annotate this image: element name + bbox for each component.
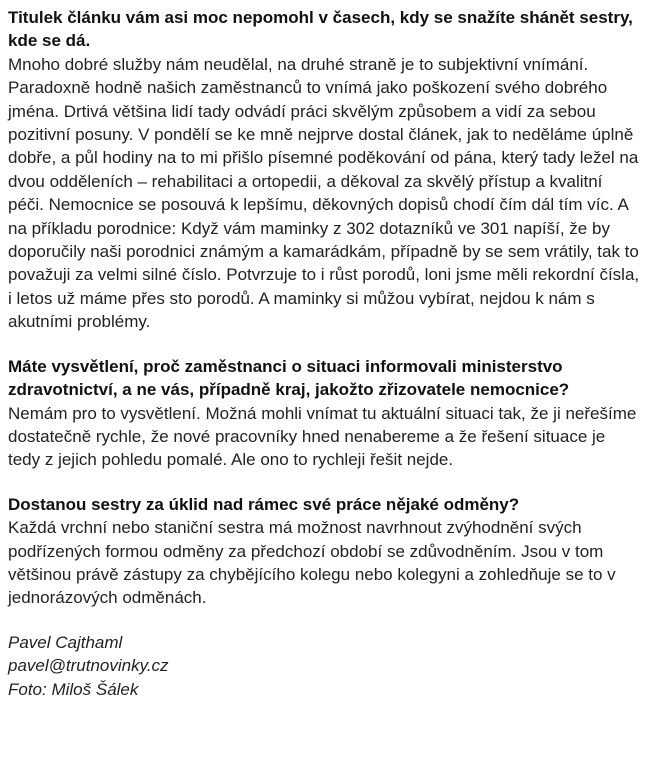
question-2: Máte vysvětlení, proč zaměstnanci o situaci informovali ministerstvo zdravotnictví, a ne vás, případně kraj, jakožto zřizovatele nemocnice?	[8, 356, 570, 400]
answer-2: Nemám pro to vysvětlení. Možná mohli vnímat tu aktuální situaci tak, že ji neřešíme dostatečně rychle, že nové pracovníky hned nenabereme a že řešení situace je tedy z jejich pohledu pomalé. Ale ono to rychleji řešit nejde.	[8, 403, 637, 470]
question-3: Dostanou sestry za úklid nad rámec své práce nějaké odměny?	[8, 494, 520, 514]
answer-3: Každá vrchní nebo staniční sestra má možnost navrhnout zvýhodnění svých podřízených formou odměny za předchozí období se zdůvodněním. Jsou v tom většinou právě zástupy za chybějícího kolegu nebo kolegyni a zohledňuje se to v jednorázových odměnách.	[8, 518, 616, 608]
qa-block-3	[8, 493, 640, 610]
qa-block-2	[8, 355, 640, 472]
author-email: pavel@trutnovinky.cz	[8, 656, 169, 676]
signature	[8, 631, 640, 701]
answer-1: Mnoho dobré služby nám neudělal, na druhé straně je to subjektivní vnímání. Paradoxně hodně našich zaměstnanců to vnímá jako poškození svého dobrého jména. Drtivá většina lidí tady odvádí práci skvělým způsobem a vidí za sebou pozitivní posuny. V pondělí se ke mně nejprve dostal článek, jak to neděláme úplně dobře, a půl hodiny na to mi přišlo písemné poděkování od pána, který tady ležel na dvou odděleních – rehabilitaci a ortopedii, a děkoval za skvělý přístup a kvalitní péči. Nemocnice se posouvá k lepšímu, děkovných dopisů chodí čím dál tím víc. A na příkladu porodnice: Když vám maminky z 302 dotazníků ve 301 napíší, že by doporučily naši porodnici známým a kamarádkám, případně by se sem vrátily, tak to považuji za velmi silné číslo. Potvrzuje to i růst porodů, loni jsme měli rekordní čísla, i letos už máme přes sto porodů. A maminky si můžou vybírat, nejdou k nám s akutními problémy.	[8, 54, 640, 332]
photo-credit: Foto: Miloš Šálek	[8, 679, 139, 699]
question-1: Titulek článku vám asi moc nepomohl v časech, kdy se snažíte shánět sestry, kde se dá.	[8, 8, 633, 51]
qa-block-1	[8, 6, 640, 334]
author-name: Pavel Cajthaml	[8, 632, 123, 652]
